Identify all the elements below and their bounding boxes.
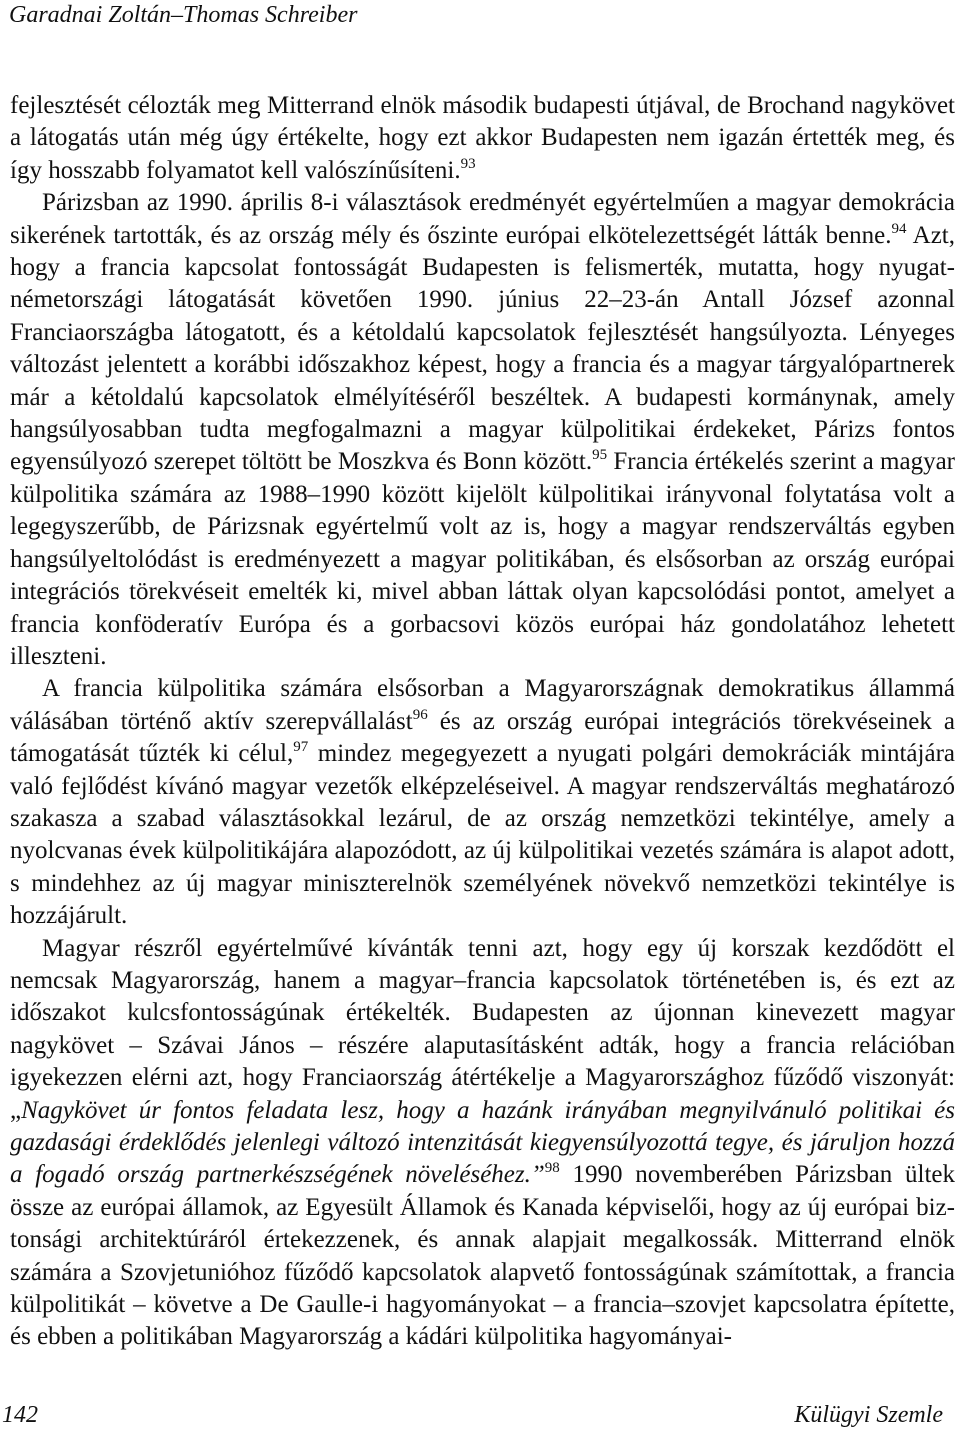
- paragraph-1: [10, 90, 955, 187]
- page-number: 142: [2, 1402, 38, 1428]
- p2-text-1: Párizsban az 1990. április 8-i választások eredményét egyértelműen a magyar demokrácia sikerének tartották, és az ország mély és őszinte európai elkötelezettségét látták benne.: [10, 189, 955, 249]
- paragraph-2: [10, 187, 955, 673]
- p1-text: fejlesztését célozták meg Mitterrand elnök második budapesti útjával, de Brochand nagykövet a látogatás után még úgy értékelte, hogy ezt akkor Budapesten nem igazán értették meg, és így hosszabb folyamatot kell valószínűsíteni.: [10, 92, 955, 184]
- running-head: Garadnai Zoltán–Thomas Schreiber: [9, 2, 358, 28]
- footnote-ref-96[interactable]: 96: [412, 706, 428, 723]
- italic-quote: Nagykövet úr fontos feladata lesz, hogy a hazánk irányában megnyilvánuló politikai és gazdasági érdeklődés jelenlegi változó intenzitását kiegyensúlyozottá tegye, és járuljon hozzá a fogadó ország partnerkészségének növeléséhez.: [10, 1096, 955, 1189]
- footnote-ref-94[interactable]: 94: [891, 220, 907, 237]
- p3-text-1: A francia külpolitika számára elsősorban a Magyarországnak demokratikus állammá válásában történő aktív szerepvállalást: [10, 675, 955, 735]
- p2-text-2: Azt, hogy a francia kapcsolat fontosságát Budapesten is felismerték, mutatta, hogy nyugat-németországi látogatását követően 1990. június 22–23-án Antall József azonnal Franciaországba látogatott, és a kétoldalú kapcsolatok fejlesztését hangsúlyozta. Lényeges változást jelentett a korábbi időszakhoz képest, hogy a francia és a magyar tárgyalópartnerek már a kétoldalú kapcsolatok elmélyítéséről beszéltek. A budapesti kormánynak, amely hangsúlyosabban tudta megfogalmazni a magyar külpolitikai érdekeket, Párizs fontos egyensúlyozó szerepet töltött be Moszkva és Bonn között.: [10, 221, 956, 476]
- p4-text-1: Magyar részről egyértelművé kívánták tenni azt, hogy egy új korszak kezdődött el nemcsak Magyarország, hanem a magyar–francia kapcsolatok történetében is, és ezt az időszakot kulcsfontosságúnak értékelték. Budapesten az újonnan kinevezett magyar nagykövet – Szávai János – részére alaputasításként adták, hogy a francia relációban igyekezzen elérni azt, hogy Franciaország átértékelje a Magyarországhoz fűződő viszonyát: „: [10, 934, 955, 1124]
- p3-text-3: mindez megegyezett a nyugati polgári demokráciák mintájára való fejlődést kívánó magyar vezetők elképzeléseivel. A magyar rendszerváltás meghatározó szakasza a szabad választásokkal lezárul, de az ország nemzetközi tekintélye, amely a nyolcvanas évek külpolitikájára alapozódott, az új külpolitikai vezetés számára is alapot adott, s mindehhez az új magyar miniszterelnök személyének növekvő nemzetközi tekintélye is hozzájárult.: [10, 740, 955, 930]
- footnote-ref-97[interactable]: 97: [293, 739, 309, 756]
- body-text: [10, 90, 955, 1354]
- paragraph-3: [10, 673, 955, 932]
- footnote-ref-95[interactable]: 95: [592, 447, 608, 464]
- p2-text-3: Francia értékelés szerint a magyar külpolitika számára az 1988–1990 között kijelölt külpolitikai irányvonal folytatása volt a legegyszerűbb, de Párizsnak egyértelmű volt az is, hogy a magyar rendszerváltás egyben hangsúlyeltolódást is eredményezett a magyar politikában, és elsősorban az ország európai integrációs törekvéseit emelték ki, mivel abban láttak olyan kapcsolódási pontot, amelyet a francia konföderatív Európa és a gorbacsovi közös európai ház gondolatához lehetett illeszteni.: [10, 448, 956, 670]
- footnote-ref-98[interactable]: 98: [544, 1160, 560, 1177]
- footnote-ref-93[interactable]: 93: [460, 155, 476, 172]
- closing-quote-mark: ”: [530, 1161, 545, 1189]
- journal-title: Külügyi Szemle: [794, 1402, 943, 1428]
- p3-text-2: és az ország európai integrációs törekvéseinek a támogatását tűzték ki célul,: [10, 707, 955, 768]
- page-footer: [2, 1400, 943, 1430]
- paragraph-4: [10, 933, 955, 1354]
- p4-text-2: 1990 novemberében Párizsban ültek össze az európai államok, az Egyesült Államok és Kanada képviselői, hogy az új európai biztonsági architektúráról értekezzenek, és annak alapjait megalkossák. Mitterrand elnök számára a Szovjetunióhoz fűződő kapcsolatok alapvető fontosságúnak számítottak, a francia külpolitikát – követve a De Gaulle-i hagyományokat – a francia–szovjet kapcsolatra építette, és ebben a politikában Magyarország a kádári külpolitika hagyományai-: [10, 1161, 955, 1351]
